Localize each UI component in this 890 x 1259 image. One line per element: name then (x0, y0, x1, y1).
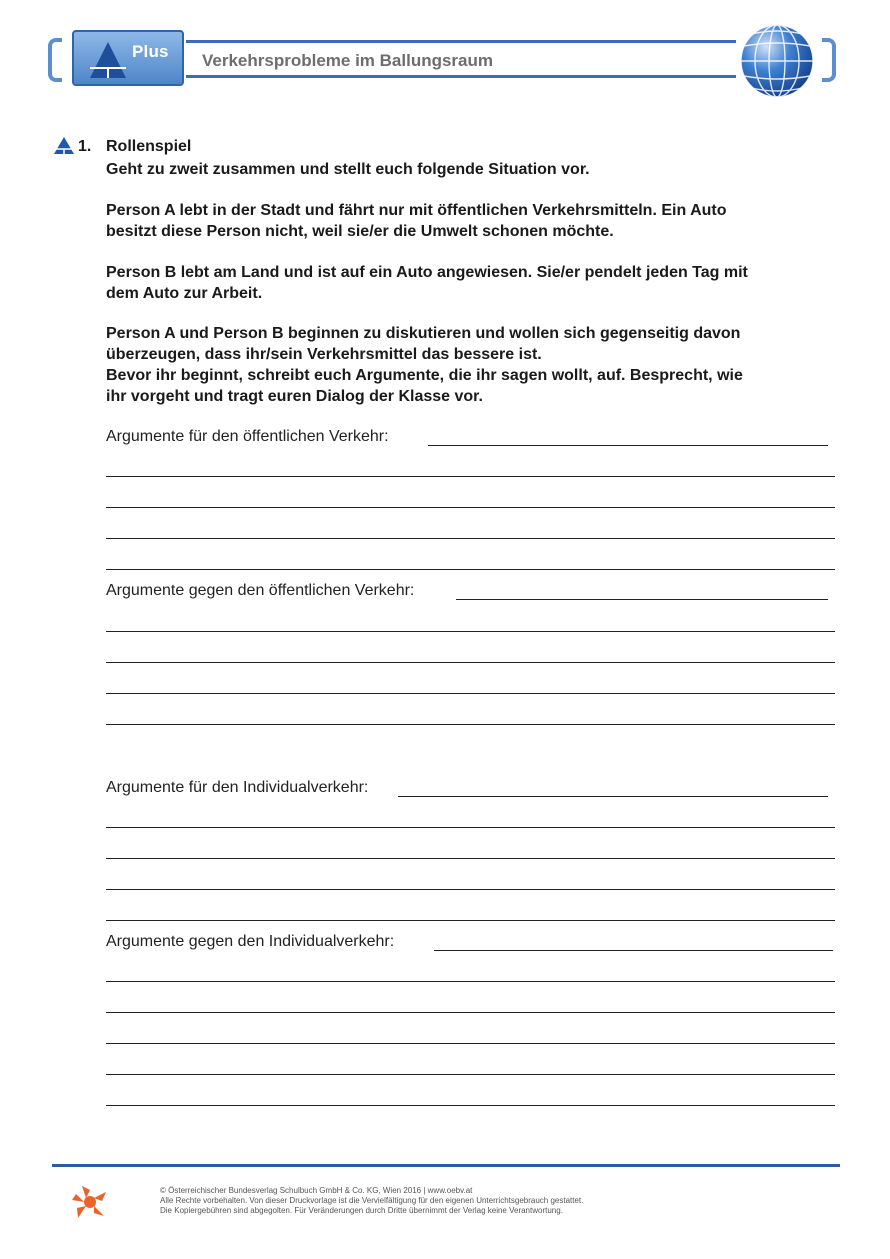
answer-line[interactable] (106, 1074, 835, 1075)
paragraph-line: dem Auto zur Arbeit. (106, 285, 263, 302)
task-title: Rollenspiel (106, 138, 192, 155)
section-label-public-pro: Argumente für den öffentlichen Verkehr: (106, 428, 393, 446)
section-label-public-contra: Argumente gegen den öffentlichen Verkehr: (106, 582, 418, 600)
answer-line[interactable] (106, 889, 835, 890)
page-title: Verkehrsprobleme im Ballungsraum (202, 51, 493, 70)
paragraph-line: Bevor ihr beginnt, schreibt euch Argumente, die ihr sagen wollt, auf. Besprecht, wie (106, 367, 743, 384)
task-paragraph (106, 200, 838, 242)
answer-line[interactable] (106, 981, 835, 982)
paragraph-line: Person A lebt in der Stadt und fährt nur mit öffentlichen Verkehrsmitteln. Ein Auto (106, 202, 727, 219)
footer-rights: Alle Rechte vorbehalten. Von dieser Druckvorlage ist die Vervielfältigung für den eigenen Unterrichtsgebrauch gestattet. (160, 1196, 584, 1205)
task-triangle-icon (54, 137, 74, 154)
answer-line[interactable] (106, 476, 835, 477)
paragraph-line: Person B lebt am Land und ist auf ein Auto angewiesen. Sie/er pendelt jeden Tag mit (106, 264, 748, 281)
answer-line-inline[interactable] (434, 950, 833, 951)
header-bracket-left (48, 38, 62, 82)
footer-rule (52, 1164, 840, 1167)
triangle-logo-icon (88, 40, 128, 80)
answer-line[interactable] (106, 662, 835, 663)
plus-logo (72, 30, 184, 86)
paragraph-line: überzeugen, dass ihr/sein Verkehrsmittel das bessere ist. (106, 346, 542, 363)
answer-line[interactable] (106, 631, 835, 632)
paragraph-line: ihr vorgeht und tragt euren Dialog der Klasse vor. (106, 388, 483, 405)
answer-line[interactable] (106, 1105, 835, 1106)
paragraph-line: besitzt diese Person nicht, weil sie/er die Umwelt schonen möchte. (106, 223, 614, 240)
section-label-individual-contra: Argumente gegen den Individualverkehr: (106, 933, 398, 951)
section-label-individual-pro: Argumente für den Individualverkehr: (106, 779, 369, 796)
paragraph-line: Geht zu zweit zusammen und stellt euch folgende Situation vor. (106, 161, 590, 178)
answer-line[interactable] (106, 724, 835, 725)
answer-line[interactable] (106, 1043, 835, 1044)
answer-line[interactable] (106, 1012, 835, 1013)
answer-line[interactable] (106, 507, 835, 508)
globe-icon (738, 22, 816, 100)
paragraph-line: Person A und Person B beginnen zu diskutieren und wollen sich gegenseitig davon (106, 325, 741, 342)
logo-text: Plus (132, 42, 169, 61)
header-bracket-right (822, 38, 836, 82)
answer-line-inline[interactable] (456, 599, 828, 600)
task-paragraph (106, 323, 838, 407)
header-band (186, 40, 736, 78)
answer-line[interactable] (106, 693, 835, 694)
answer-line[interactable] (106, 920, 835, 921)
task-number: 1. (78, 138, 92, 155)
publisher-mark-icon (72, 1184, 108, 1220)
footer-disclaimer: Die Kopiergebühren sind abgegolten. Für Veränderungen durch Dritte übernimmt der Verlag keine Verantwortung. (160, 1206, 563, 1215)
answer-line[interactable] (106, 569, 835, 570)
footer-copyright: © Österreichischer Bundesverlag Schulbuch GmbH & Co. KG, Wien 2016 | www.oebv.at (160, 1186, 473, 1195)
task-paragraph (106, 159, 838, 180)
answer-line[interactable] (106, 538, 835, 539)
answer-line[interactable] (106, 858, 835, 859)
task-paragraph (106, 262, 838, 304)
answer-line[interactable] (106, 827, 835, 828)
answer-line-inline[interactable] (398, 796, 828, 797)
answer-line-inline[interactable] (428, 445, 828, 446)
